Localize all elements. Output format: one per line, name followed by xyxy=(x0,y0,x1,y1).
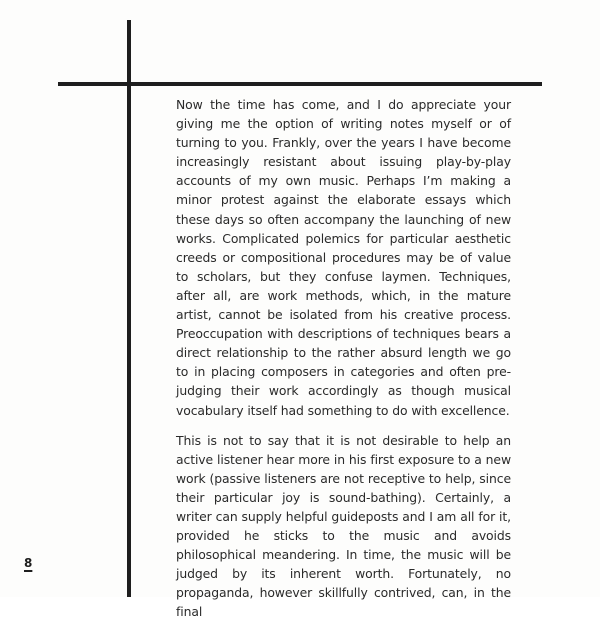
body-text xyxy=(176,95,511,622)
paragraph: Now the time has come, and I do appreciate your giving me the option of writing notes myself or of turning to you. Frankly, over the years I have become increasingly resistant about issuing play-by-play accounts of my own music. Perhaps I’m making a minor protest against the elaborate essays which these days so often accompany the launching of new works. Complicated polemics for particular aesthetic creeds or compositional procedures may be of value to scholars, but they confuse laymen. Techniques, after all, are work methods, which, in the mature artist, cannot be isolated from his creative process. Preoccupation with descriptions of techniques bears a direct relationship to the rather absurd length we go to in placing composers in categories and often pre-judging their work accordingly as though musical vocabulary itself had something to do with excellence. xyxy=(176,97,511,418)
paragraph: This is not to say that it is not desirable to help an active listener hear more in his first exposure to a new work (passive listeners are not receptive to help, since their particular joy is sound-bathing). Certainly, a writer can supply helpful guideposts and I am all for it, provided he sticks to the music and avoids philosophical meandering. In time, the music will be judged by its inherent worth. Fortunately, no propaganda, however skillfully contrived, can, in the final xyxy=(176,432,511,620)
page-number: 8 xyxy=(24,556,33,570)
horizontal-rule xyxy=(58,82,542,86)
vertical-rule xyxy=(127,20,131,597)
